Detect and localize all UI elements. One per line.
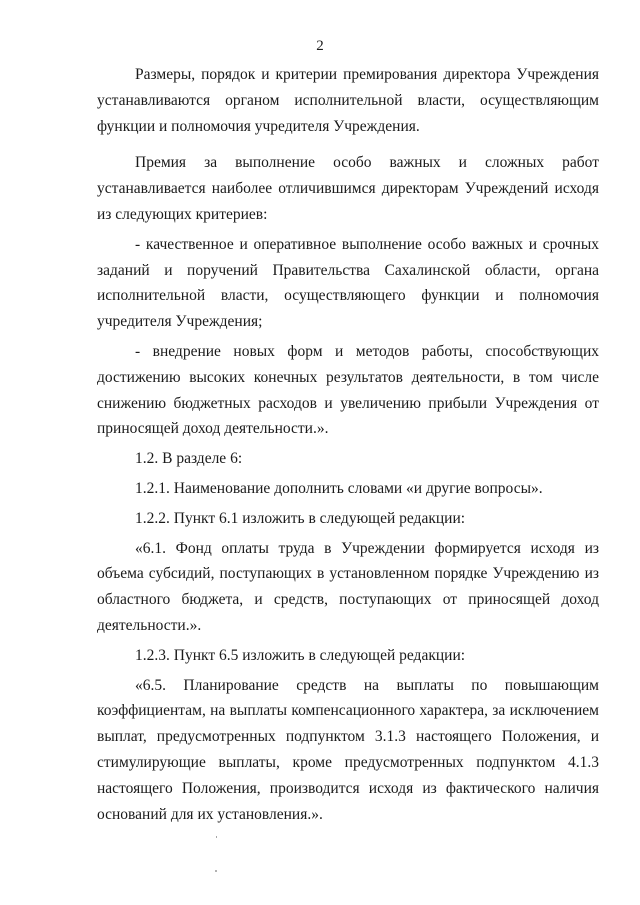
paragraph-section-1-2: 1.2. В разделе 6: [135, 450, 243, 468]
paragraph-criterion-2: - внедрение новых форм и методов работы, способствующих достижению высоких конечных результатов деятельности, в том числе снижению бюджетных расходов и увеличению прибыли Учреждения от приносящей доход деятельности.». [97, 342, 599, 438]
paragraph-bonus-rules: Размеры, порядок и критерии премирования директора Учреждения устанавливаются органом исполнительной власти, осуществляющим функции и полномочия учредителя Учреждения. [97, 66, 599, 135]
paragraph-bonus-criteria-intro: Премия за выполнение особо важных и сложных работ устанавливается наиболее отличившимся директорам Учреждений исходя из следующих критериев: [97, 154, 599, 223]
paragraph-section-1-2-3: 1.2.3. Пункт 6.5 изложить в следующей редакции: [135, 646, 466, 664]
paragraph-criterion-1: - качественное и оперативное выполнение особо важных и срочных заданий и поручений Правительства Сахалинской области, органа исполнительной власти, осуществляющего функции и полномочия учредителя Учреждения; [97, 235, 599, 331]
page-number: 2 [316, 38, 324, 54]
paragraph-clause-6-1: «6.1. Фонд оплаты труда в Учреждении формируется исходя из объема субсидий, поступающих в установленном порядке Учреждению из областного бюджета, и средств, поступающих от приносящей доход деятельности.». [97, 539, 599, 634]
document-body [97, 62, 599, 827]
paragraph-clause-6-5: «6.5. Планирование средств на выплаты по повышающим коэффициентам, на выплаты компенсационного характера, за исключением выплат, предусмотренных подпунктом 3.1.3 настоящего Положения, и стимулирующие выплаты, кроме предусмотренных подпунктом 4.1.3 настоящего Положения, производится исходя из фактического наличия оснований для их установления.». [97, 676, 599, 823]
scan-speck [215, 870, 217, 872]
scan-speck [216, 836, 217, 838]
paragraph-section-1-2-2: 1.2.2. Пункт 6.1 изложить в следующей редакции: [135, 509, 466, 527]
paragraph-section-1-2-1: 1.2.1. Наименование дополнить словами «и другие вопросы». [135, 479, 543, 497]
